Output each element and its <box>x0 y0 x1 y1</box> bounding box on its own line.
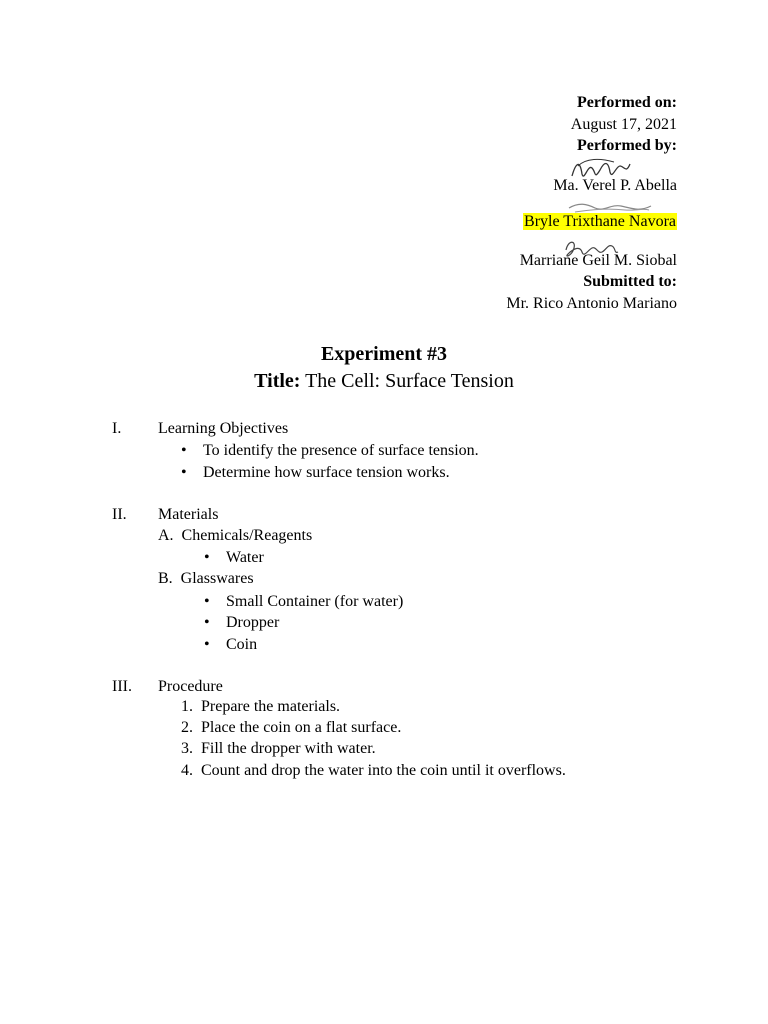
member-name <box>523 213 677 231</box>
performed-date: August 17, 2021 <box>570 116 677 133</box>
subsection-label: A. Chemicals/Reagents <box>158 527 313 544</box>
section-numeral: II. <box>112 506 127 523</box>
section-numeral: I. <box>112 420 122 437</box>
list-item: • Coin <box>226 636 257 654</box>
experiment-title <box>0 370 768 393</box>
experiment-number: Experiment #3 <box>320 343 448 365</box>
title-label: Title: <box>254 370 301 392</box>
list-item: • Water <box>226 549 264 567</box>
section-heading: Procedure <box>158 678 223 695</box>
performed-by-label: Performed by: <box>577 137 677 154</box>
section-heading: Learning Objectives <box>158 420 289 437</box>
list-item: • To identify the presence of surface tension. <box>203 442 479 460</box>
list-item: • Dropper <box>226 614 279 632</box>
submitted-to-label: Submitted to: <box>583 273 677 290</box>
procedure-step: 2. Place the coin on a flat surface. <box>181 719 402 736</box>
list-item: • Small Container (for water) <box>226 593 403 611</box>
procedure-step: 3. Fill the dropper with water. <box>181 740 376 757</box>
procedure-step: 4. Count and drop the water into the coin until it overflows. <box>181 762 566 779</box>
highlighted-name: Bryle Trixthane Navora <box>524 213 676 230</box>
procedure-step: 1. Prepare the materials. <box>181 698 341 715</box>
member-name: Marriane Geil M. Siobal <box>519 252 677 269</box>
subsection-label: B. Glasswares <box>158 570 254 587</box>
section-heading: Materials <box>158 506 219 523</box>
list-item: • Determine how surface tension works. <box>203 464 450 482</box>
section-numeral: III. <box>112 678 132 695</box>
member-name: Ma. Verel P. Abella <box>553 177 677 194</box>
performed-on-label: Performed on: <box>577 94 677 111</box>
submitted-to-name: Mr. Rico Antonio Mariano <box>506 295 677 312</box>
title-text: The Cell: Surface Tension <box>300 370 514 392</box>
